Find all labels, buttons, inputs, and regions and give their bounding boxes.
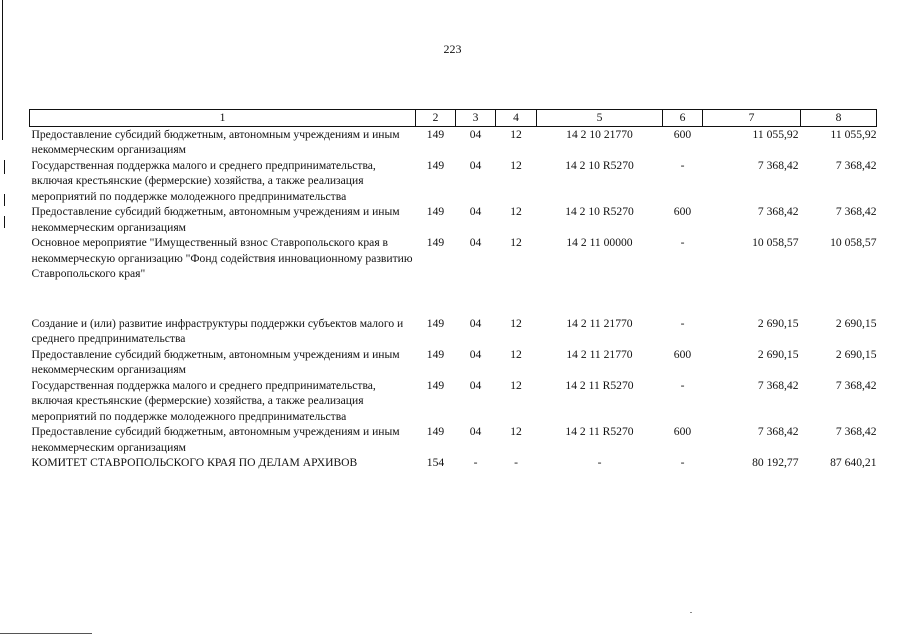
- cell-amount-2: 10 058,57: [830, 236, 877, 249]
- row-name: КОМИТЕТ СТАВРОПОЛЬСКОГО КРАЯ ПО ДЕЛАМ АРХИВОВ: [31, 456, 358, 469]
- cell-amount-1: 7 368,42: [757, 378, 799, 392]
- cell-section: 04: [469, 425, 482, 438]
- cell-amount-2: 7 368,42: [835, 205, 877, 218]
- cell-target-article: 14 2 10 R5270: [565, 158, 634, 172]
- cell-ministry: 149: [426, 236, 445, 249]
- cell-target-article: 14 2 11 R5270: [565, 378, 634, 392]
- spacer-cell: [30, 282, 877, 316]
- cell-target-article: 14 2 10 R5270: [565, 205, 634, 218]
- page-number: 223: [443, 42, 462, 56]
- cell-target-article: -: [597, 456, 602, 469]
- cell-target-article: 14 2 10 21770: [566, 127, 633, 141]
- cell-amount-2: 2 690,15: [835, 316, 877, 330]
- cell-ministry: 149: [426, 425, 445, 438]
- column-header: 8: [801, 110, 877, 127]
- column-header: 6: [663, 110, 703, 127]
- cell-section: 04: [469, 316, 482, 330]
- row-name: Создание и (или) развитие инфраструктуры поддержки субъектов малого и среднего предпринимательства: [31, 316, 404, 345]
- table-row: [30, 455, 877, 471]
- table-row: [30, 204, 877, 235]
- scan-margin-mark: [4, 216, 5, 228]
- table-header-row: [30, 110, 877, 127]
- table-row: [30, 424, 877, 455]
- cell-target-article: 14 2 11 21770: [566, 347, 633, 361]
- cell-expense-type: -: [680, 158, 685, 172]
- table-row: [30, 347, 877, 378]
- cell-expense-type: 600: [673, 127, 692, 141]
- row-name: Предоставление субсидий бюджетным, автономным учреждениям и иным некоммерческим организациям: [31, 127, 400, 156]
- cell-expense-type: -: [680, 378, 685, 392]
- table-row: [30, 126, 877, 158]
- scan-margin-mark: [4, 160, 5, 174]
- cell-amount-1: 7 368,42: [757, 205, 799, 218]
- cell-amount-2: 7 368,42: [835, 158, 877, 172]
- scan-margin-line: [2, 0, 3, 140]
- scan-speck: [690, 612, 692, 613]
- cell-subsection: 12: [510, 347, 522, 361]
- cell-section: -: [473, 456, 478, 469]
- cell-section: 04: [469, 378, 482, 392]
- cell-subsection: 12: [510, 316, 522, 330]
- cell-subsection: 12: [510, 425, 522, 438]
- cell-amount-1: 11 055,92: [752, 127, 799, 141]
- cell-expense-type: -: [680, 456, 685, 469]
- cell-section: 04: [469, 127, 482, 141]
- column-header: 1: [30, 110, 416, 127]
- cell-ministry: 149: [426, 158, 445, 172]
- cell-amount-1: 10 058,57: [752, 236, 799, 249]
- footer-rule: [0, 633, 92, 634]
- cell-amount-1: 2 690,15: [757, 316, 799, 330]
- row-name: Государственная поддержка малого и среднего предпринимательства, включая крестьянские (фермерские) хозяйства, а также реализация мероприятий по поддержке молодежного предпринимательства: [31, 378, 376, 423]
- row-name: Основное мероприятие "Имущественный взнос Ставропольского края в некоммерческую организацию "Фонд содействия инновационному развитию Ставропольского края": [31, 236, 413, 280]
- cell-target-article: 14 2 11 21770: [566, 316, 633, 330]
- cell-expense-type: -: [680, 236, 685, 249]
- cell-expense-type: 600: [673, 425, 692, 438]
- cell-ministry: 149: [426, 316, 445, 330]
- budget-table: [29, 109, 877, 471]
- column-header: 7: [703, 110, 801, 127]
- cell-amount-2: 7 368,42: [835, 425, 877, 438]
- row-name: Государственная поддержка малого и среднего предпринимательства, включая крестьянские (фермерские) хозяйства, а также реализация мероприятий по поддержке молодежного предпринимательства: [31, 158, 376, 203]
- row-name: Предоставление субсидий бюджетным, автономным учреждениям и иным некоммерческим организациям: [31, 347, 400, 376]
- cell-subsection: 12: [510, 378, 522, 392]
- cell-amount-2: 11 055,92: [830, 127, 877, 141]
- cell-subsection: 12: [510, 236, 522, 249]
- column-header: 3: [456, 110, 496, 127]
- row-name: Предоставление субсидий бюджетным, автономным учреждениям и иным некоммерческим организациям: [31, 205, 400, 234]
- cell-amount-1: 80 192,77: [752, 456, 799, 469]
- cell-target-article: 14 2 11 R5270: [565, 425, 634, 438]
- cell-ministry: 149: [426, 378, 445, 392]
- cell-section: 04: [469, 205, 482, 218]
- cell-amount-1: 7 368,42: [757, 158, 799, 172]
- cell-subsection: 12: [510, 158, 522, 172]
- cell-amount-2: 2 690,15: [835, 347, 877, 361]
- cell-section: 04: [469, 236, 482, 249]
- cell-amount-1: 2 690,15: [757, 347, 799, 361]
- cell-expense-type: 600: [673, 347, 692, 361]
- cell-target-article: 14 2 11 00000: [566, 236, 633, 249]
- table-row: [30, 235, 877, 282]
- cell-section: 04: [469, 347, 482, 361]
- table-row: [30, 378, 877, 425]
- cell-subsection: 12: [510, 127, 522, 141]
- cell-amount-2: 7 368,42: [835, 378, 877, 392]
- table-row: [30, 316, 877, 347]
- table-row: [30, 158, 877, 205]
- cell-amount-1: 7 368,42: [757, 425, 799, 438]
- cell-expense-type: -: [680, 316, 685, 330]
- cell-section: 04: [469, 158, 482, 172]
- table-spacer-row: [30, 282, 877, 316]
- cell-ministry: 149: [426, 205, 445, 218]
- cell-subsection: 12: [510, 205, 522, 218]
- cell-subsection: -: [514, 456, 518, 469]
- cell-amount-2: 87 640,21: [830, 456, 877, 469]
- row-name: Предоставление субсидий бюджетным, автономным учреждениям и иным некоммерческим организациям: [31, 425, 400, 454]
- cell-ministry: 149: [426, 127, 445, 141]
- column-header: 5: [537, 110, 663, 127]
- column-header: 4: [496, 110, 537, 127]
- cell-expense-type: 600: [673, 205, 692, 218]
- cell-ministry: 149: [426, 347, 445, 361]
- cell-ministry: 154: [426, 456, 445, 469]
- column-header: 2: [416, 110, 456, 127]
- scan-margin-mark: [4, 194, 5, 206]
